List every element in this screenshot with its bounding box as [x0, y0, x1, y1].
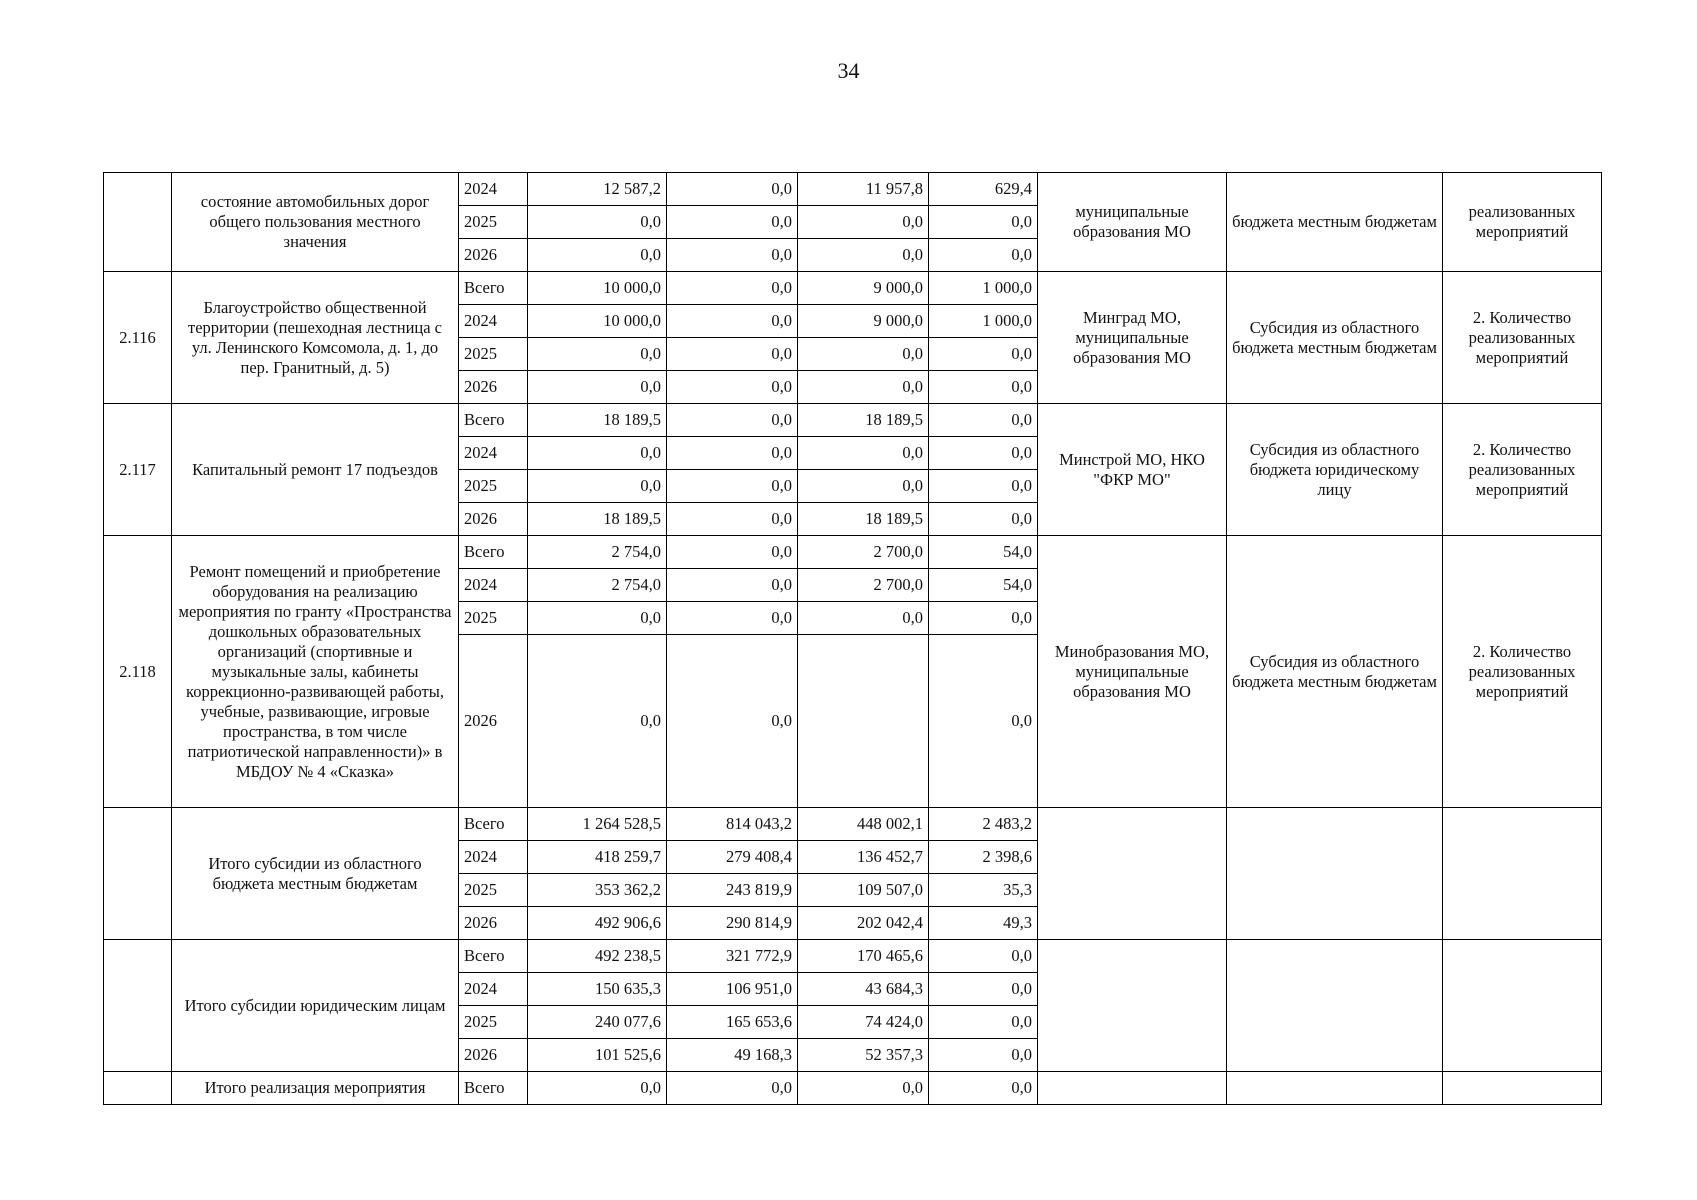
- regional-cell: 52 357,3: [798, 1039, 929, 1072]
- indicator-cell: [1443, 808, 1602, 940]
- year-cell: Всего: [459, 808, 528, 841]
- measure-name-cell: состояние автомобильных дорог общего пользования местного значения: [172, 173, 459, 272]
- local-cell: 0,0: [929, 940, 1038, 973]
- federal-cell: 0,0: [667, 1072, 798, 1105]
- year-cell: 2026: [459, 371, 528, 404]
- local-cell: 49,3: [929, 907, 1038, 940]
- total-cell: 18 189,5: [528, 503, 667, 536]
- regional-cell: 18 189,5: [798, 404, 929, 437]
- local-cell: 2 483,2: [929, 808, 1038, 841]
- local-cell: 0,0: [929, 602, 1038, 635]
- total-cell: 240 077,6: [528, 1006, 667, 1039]
- row-number-cell: [104, 173, 172, 272]
- year-cell: 2026: [459, 635, 528, 808]
- total-cell: 1 264 528,5: [528, 808, 667, 841]
- total-cell: 101 525,6: [528, 1039, 667, 1072]
- federal-cell: 0,0: [667, 602, 798, 635]
- table-row: [104, 940, 1602, 973]
- executor-cell: Минград МО, муниципальные образования МО: [1038, 272, 1227, 404]
- indicator-cell: [1443, 1072, 1602, 1105]
- local-cell: 0,0: [929, 338, 1038, 371]
- executor-cell: Минстрой МО, НКО "ФКР МО": [1038, 404, 1227, 536]
- year-cell: 2026: [459, 907, 528, 940]
- local-cell: 35,3: [929, 874, 1038, 907]
- indicator-cell: 2. Количество реализованных мероприятий: [1443, 536, 1602, 808]
- local-cell: 0,0: [929, 239, 1038, 272]
- regional-cell: 0,0: [798, 602, 929, 635]
- federal-cell: 0,0: [667, 470, 798, 503]
- year-cell: 2025: [459, 470, 528, 503]
- total-cell: 10 000,0: [528, 272, 667, 305]
- regional-cell: 9 000,0: [798, 305, 929, 338]
- local-cell: 0,0: [929, 635, 1038, 808]
- total-cell: 0,0: [528, 470, 667, 503]
- local-cell: 0,0: [929, 503, 1038, 536]
- executor-cell: муниципальные образования МО: [1038, 173, 1227, 272]
- federal-cell: 0,0: [667, 371, 798, 404]
- total-cell: 492 906,6: [528, 907, 667, 940]
- total-cell: 353 362,2: [528, 874, 667, 907]
- funding-cell: [1227, 1072, 1443, 1105]
- regional-cell: 136 452,7: [798, 841, 929, 874]
- measure-name-cell: Ремонт помещений и приобретение оборудования на реализацию мероприятия по гранту «Пространства дошкольных образовательных организаций (спортивные и музыкальные залы, кабинеты коррекционно-развивающей работы, учебные, развивающие, игровые пространства, в том числе патриотической направленности)» в МБДОУ № 4 «Сказка»: [172, 536, 459, 808]
- local-cell: 0,0: [929, 973, 1038, 1006]
- federal-cell: 290 814,9: [667, 907, 798, 940]
- total-cell: 418 259,7: [528, 841, 667, 874]
- year-cell: Всего: [459, 1072, 528, 1105]
- year-cell: 2024: [459, 437, 528, 470]
- funding-cell: Субсидия из областного бюджета местным бюджетам: [1227, 536, 1443, 808]
- year-cell: 2024: [459, 973, 528, 1006]
- year-cell: Всего: [459, 940, 528, 973]
- summary-name-cell: Итого реализация мероприятия: [172, 1072, 459, 1105]
- year-cell: 2025: [459, 338, 528, 371]
- regional-cell: 11 957,8: [798, 173, 929, 206]
- regional-cell: 0,0: [798, 1072, 929, 1105]
- year-cell: 2026: [459, 503, 528, 536]
- regional-cell: 0,0: [798, 338, 929, 371]
- summary-name-cell: Итого субсидии из областного бюджета местным бюджетам: [172, 808, 459, 940]
- year-cell: 2026: [459, 1039, 528, 1072]
- total-cell: 492 238,5: [528, 940, 667, 973]
- year-cell: 2024: [459, 841, 528, 874]
- indicator-cell: 2. Количество реализованных мероприятий: [1443, 404, 1602, 536]
- regional-cell: 448 002,1: [798, 808, 929, 841]
- regional-cell: 43 684,3: [798, 973, 929, 1006]
- funding-cell: Субсидия из областного бюджета юридическому лицу: [1227, 404, 1443, 536]
- federal-cell: 0,0: [667, 206, 798, 239]
- local-cell: 0,0: [929, 470, 1038, 503]
- federal-cell: 0,0: [667, 239, 798, 272]
- total-cell: 0,0: [528, 206, 667, 239]
- total-cell: 0,0: [528, 338, 667, 371]
- executor-cell: Минобразования МО, муниципальные образования МО: [1038, 536, 1227, 808]
- year-cell: 2025: [459, 1006, 528, 1039]
- year-cell: 2026: [459, 239, 528, 272]
- federal-cell: 0,0: [667, 569, 798, 602]
- year-cell: 2024: [459, 569, 528, 602]
- total-cell: 10 000,0: [528, 305, 667, 338]
- total-cell: 0,0: [528, 602, 667, 635]
- local-cell: 629,4: [929, 173, 1038, 206]
- local-cell: 0,0: [929, 437, 1038, 470]
- regional-cell: 109 507,0: [798, 874, 929, 907]
- local-cell: 0,0: [929, 1006, 1038, 1039]
- table-row: [104, 808, 1602, 841]
- year-cell: 2024: [459, 305, 528, 338]
- local-cell: 1 000,0: [929, 272, 1038, 305]
- total-cell: 0,0: [528, 437, 667, 470]
- year-cell: Всего: [459, 536, 528, 569]
- local-cell: 0,0: [929, 404, 1038, 437]
- funding-cell: бюджета местным бюджетам: [1227, 173, 1443, 272]
- indicator-cell: [1443, 940, 1602, 1072]
- executor-cell: [1038, 1072, 1227, 1105]
- federal-cell: 49 168,3: [667, 1039, 798, 1072]
- row-number-cell: 2.116: [104, 272, 172, 404]
- year-cell: Всего: [459, 272, 528, 305]
- federal-cell: 814 043,2: [667, 808, 798, 841]
- funding-cell: Субсидия из областного бюджета местным бюджетам: [1227, 272, 1443, 404]
- indicator-cell: реализованных мероприятий: [1443, 173, 1602, 272]
- federal-cell: 0,0: [667, 338, 798, 371]
- year-cell: 2025: [459, 874, 528, 907]
- regional-cell: 2 700,0: [798, 536, 929, 569]
- row-number-cell: 2.118: [104, 536, 172, 808]
- local-cell: 54,0: [929, 536, 1038, 569]
- regional-cell: 0,0: [798, 470, 929, 503]
- table-row: [104, 272, 1602, 305]
- federal-cell: 106 951,0: [667, 973, 798, 1006]
- federal-cell: 243 819,9: [667, 874, 798, 907]
- regional-cell: 0,0: [798, 437, 929, 470]
- local-cell: 2 398,6: [929, 841, 1038, 874]
- local-cell: 0,0: [929, 206, 1038, 239]
- federal-cell: 0,0: [667, 635, 798, 808]
- measure-name-cell: Благоустройство общественной территории (пешеходная лестница с ул. Ленинского Комсомола, д. 1, до пер. Гранитный, д. 5): [172, 272, 459, 404]
- federal-cell: 279 408,4: [667, 841, 798, 874]
- regional-cell: 74 424,0: [798, 1006, 929, 1039]
- federal-cell: 0,0: [667, 305, 798, 338]
- summary-name-cell: Итого субсидии юридическим лицам: [172, 940, 459, 1072]
- local-cell: 0,0: [929, 1072, 1038, 1105]
- total-cell: 0,0: [528, 239, 667, 272]
- table-row: [104, 1072, 1602, 1105]
- regional-cell: 0,0: [798, 371, 929, 404]
- regional-cell: 9 000,0: [798, 272, 929, 305]
- row-number-cell: [104, 808, 172, 940]
- funding-cell: [1227, 808, 1443, 940]
- regional-cell: 202 042,4: [798, 907, 929, 940]
- table-row: [104, 404, 1602, 437]
- federal-cell: 0,0: [667, 536, 798, 569]
- executor-cell: [1038, 808, 1227, 940]
- regional-cell: 0,0: [798, 239, 929, 272]
- local-cell: 54,0: [929, 569, 1038, 602]
- table-row: [104, 173, 1602, 206]
- regional-cell: 18 189,5: [798, 503, 929, 536]
- federal-cell: 0,0: [667, 437, 798, 470]
- total-cell: 0,0: [528, 635, 667, 808]
- total-cell: 2 754,0: [528, 536, 667, 569]
- year-cell: 2025: [459, 602, 528, 635]
- year-cell: 2025: [459, 206, 528, 239]
- regional-cell: 0,0: [798, 206, 929, 239]
- regional-cell: 2 700,0: [798, 569, 929, 602]
- federal-cell: 165 653,6: [667, 1006, 798, 1039]
- executor-cell: [1038, 940, 1227, 1072]
- total-cell: 0,0: [528, 371, 667, 404]
- table-row: [104, 536, 1602, 569]
- federal-cell: 0,0: [667, 503, 798, 536]
- total-cell: 18 189,5: [528, 404, 667, 437]
- regional-cell: [798, 635, 929, 808]
- local-cell: 0,0: [929, 371, 1038, 404]
- local-cell: 0,0: [929, 1039, 1038, 1072]
- federal-cell: 0,0: [667, 272, 798, 305]
- row-number-cell: [104, 940, 172, 1072]
- row-number-cell: 2.117: [104, 404, 172, 536]
- total-cell: 2 754,0: [528, 569, 667, 602]
- page-number: 34: [837, 58, 860, 83]
- funding-cell: [1227, 940, 1443, 1072]
- budget-table: [103, 172, 1602, 1105]
- federal-cell: 321 772,9: [667, 940, 798, 973]
- year-cell: 2024: [459, 173, 528, 206]
- measure-name-cell: Капитальный ремонт 17 подъездов: [172, 404, 459, 536]
- federal-cell: 0,0: [667, 404, 798, 437]
- year-cell: Всего: [459, 404, 528, 437]
- local-cell: 1 000,0: [929, 305, 1038, 338]
- total-cell: 12 587,2: [528, 173, 667, 206]
- row-number-cell: [104, 1072, 172, 1105]
- federal-cell: 0,0: [667, 173, 798, 206]
- indicator-cell: 2. Количество реализованных мероприятий: [1443, 272, 1602, 404]
- total-cell: 150 635,3: [528, 973, 667, 1006]
- total-cell: 0,0: [528, 1072, 667, 1105]
- regional-cell: 170 465,6: [798, 940, 929, 973]
